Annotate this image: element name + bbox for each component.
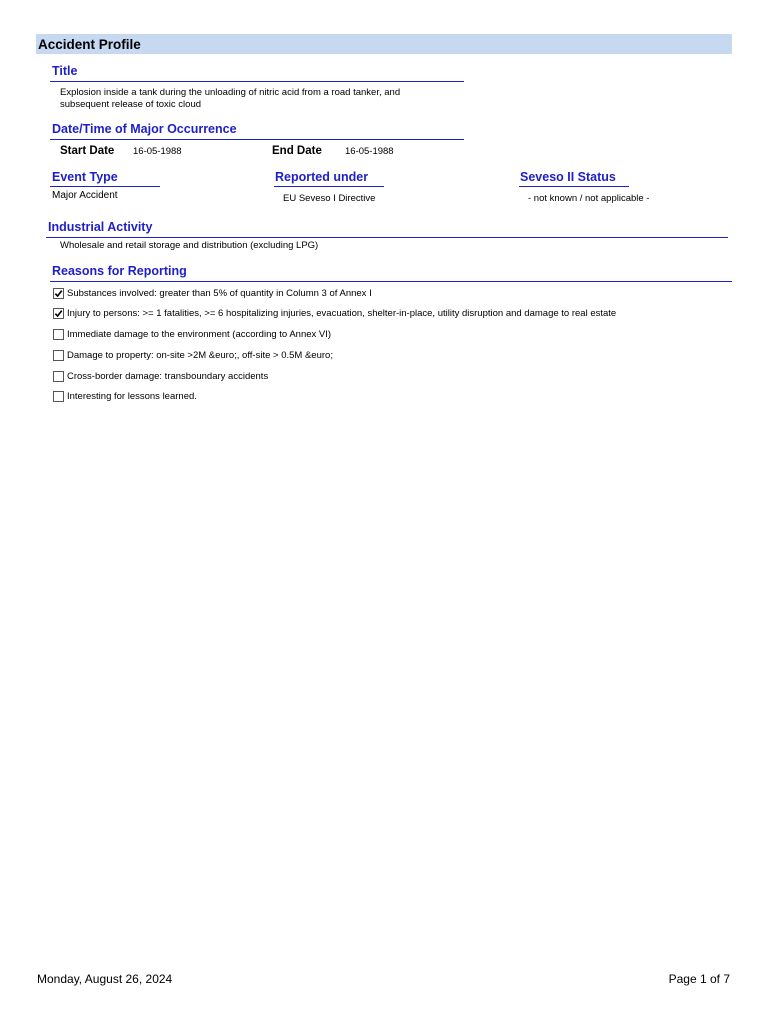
reasons-rule <box>50 281 732 282</box>
end-date-value: 16-05-1988 <box>345 146 394 157</box>
reason-checkbox <box>53 288 64 299</box>
industrial-activity-heading: Industrial Activity <box>48 220 153 234</box>
reported-under-value: EU Seveso I Directive <box>283 193 376 204</box>
reason-label: Injury to persons: >= 1 fatalities, >= 6 hospitalizing injuries, evacuation, shelter-in-place, utility disruption and damage to real estate <box>67 308 617 319</box>
start-date-label: Start Date <box>60 145 115 157</box>
event-type-heading: Event Type <box>52 170 118 184</box>
reason-label: Cross-border damage: transboundary accidents <box>67 371 269 382</box>
datetime-rule <box>50 139 464 140</box>
page-title: Accident Profile <box>38 37 141 52</box>
footer-date: Monday, August 26, 2024 <box>37 972 173 986</box>
reason-checkbox <box>53 391 64 402</box>
reason-label: Immediate damage to the environment (according to Annex VI) <box>67 329 332 340</box>
reason-label: Substances involved: greater than 5% of quantity in Column 3 of Annex I <box>67 288 372 299</box>
start-date-value: 16-05-1988 <box>133 146 182 157</box>
title-text: Explosion inside a tank during the unloading of nitric acid from a road tanker, and subsequent release of toxic cloud <box>60 87 401 110</box>
reason-checkbox <box>53 371 64 382</box>
reason-label: Damage to property: on-site >2M &euro;, off-site > 0.5M &euro; <box>67 350 333 361</box>
seveso-status-heading: Seveso II Status <box>520 170 616 184</box>
reason-checkbox <box>53 329 64 340</box>
datetime-heading: Date/Time of Major Occurrence <box>52 122 237 136</box>
checkmark-icon <box>54 289 63 298</box>
reported-under-rule <box>274 186 384 187</box>
seveso-status-value: - not known / not applicable - <box>528 193 650 204</box>
seveso-status-rule <box>519 186 629 187</box>
end-date-label: End Date <box>272 145 322 157</box>
title-rule <box>50 81 464 82</box>
event-type-value: Major Accident <box>52 190 118 201</box>
event-type-rule <box>50 186 160 187</box>
checkmark-icon <box>54 309 63 318</box>
reasons-heading: Reasons for Reporting <box>52 264 187 278</box>
reason-label: Interesting for lessons learned. <box>67 391 197 402</box>
industrial-activity-rule <box>46 237 728 238</box>
reason-checkbox <box>53 350 64 361</box>
industrial-activity-value: Wholesale and retail storage and distribution (excluding LPG) <box>60 240 319 251</box>
reason-checkbox <box>53 308 64 319</box>
reported-under-heading: Reported under <box>275 170 369 184</box>
footer-page-number: Page 1 of 7 <box>668 972 730 986</box>
title-heading: Title <box>52 64 78 78</box>
